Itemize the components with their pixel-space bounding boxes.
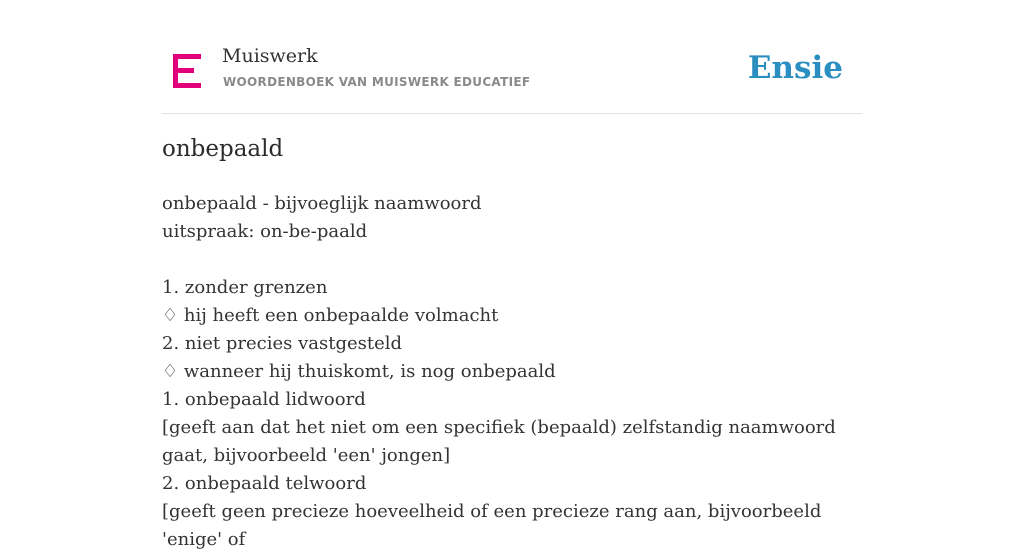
definition-line-lidwoord: 1. onbepaald lidwoord [162, 389, 366, 410]
ensie-logo-link[interactable]: Ensie [747, 50, 843, 86]
definition-body [162, 190, 862, 554]
definition-line-example-1: ♢ hij heeft een onbepaalde volmacht [162, 305, 499, 326]
definition-line-blank [162, 246, 862, 274]
muiswerk-logo-icon[interactable] [173, 54, 201, 88]
site-header [162, 0, 862, 114]
definition-line-example-2: ♢ wanneer hij thuiskomt, is nog onbepaald [162, 361, 556, 382]
definition-line-word-class: onbepaald - bijvoeglijk naamwoord [162, 193, 482, 214]
brand-subtitle: WOORDENBOEK VAN MUISWERK EDUCATIEF [223, 75, 531, 89]
page-title: onbepaald [162, 136, 284, 162]
definition-line-telwoord: 2. onbepaald telwoord [162, 473, 367, 494]
brand-name[interactable]: Muiswerk [222, 45, 318, 67]
definition-line-telwoord-explanation: [geeft geen precieze hoeveelheid of een precieze rang aan, bijvoorbeeld 'enige' of [162, 501, 822, 550]
definition-line-pronunciation: uitspraak: on-be-paald [162, 221, 368, 242]
page-container [162, 0, 862, 550]
definition-line-sense-1: 1. zonder grenzen [162, 277, 328, 298]
definition-line-lidwoord-explanation: [geeft aan dat het niet om een specifiek (bepaald) zelfstandig naamwoord gaat, bijvoorbeeld 'een' jongen] [162, 417, 836, 466]
definition-line-sense-2: 2. niet precies vastgesteld [162, 333, 403, 354]
